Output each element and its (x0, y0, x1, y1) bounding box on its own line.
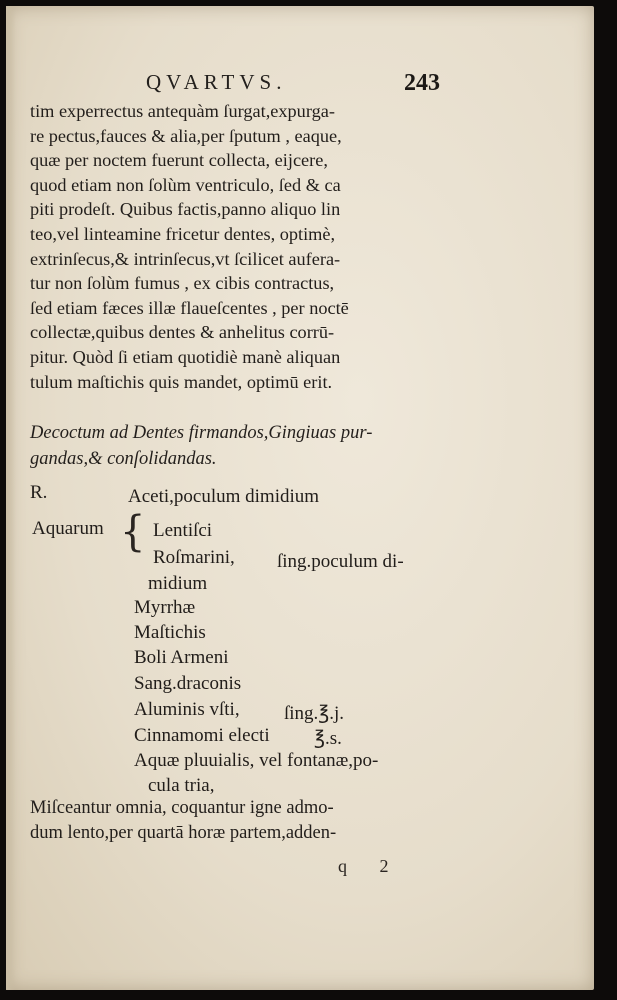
closing-paragraph (30, 796, 460, 846)
text-line: teo,vel linteamine fricetur dentes, optimè, (30, 223, 336, 244)
running-head: QVARTVS. (146, 70, 287, 94)
ingredient-mastichis: Maſtichis (134, 622, 206, 643)
text-line: dum lento,per quartā horæ partem,adden- (30, 823, 337, 843)
ingredient-boli-armeni: Boli Armeni (134, 647, 229, 668)
ingredient-cinnamomi: Cinnamomi electi (134, 725, 270, 746)
ingredient-myrrhae: Myrrhæ (134, 597, 196, 618)
heading-line: gandas,& conſolidandas. (30, 449, 217, 469)
text-line: piti prodeſt. Quibus factis,panno aliquo lin (30, 199, 341, 220)
ingredient-aluminis: Aluminis vſti, (134, 699, 240, 720)
text-line: Miſceantur omnia, coquantur igne admo- (30, 798, 334, 818)
dose-aquarum: ſing.poculum di- (277, 551, 404, 572)
ingredient-aceti: Aceti,poculum dimidium (128, 486, 320, 507)
text-line: extrinſecus,& intrinſecus,vt ſcilicet aufera- (30, 248, 341, 269)
ingredient-lentisci: Lentiſci (153, 520, 213, 541)
text-line: re pectus,fauces & alia,per ſputum , eaque, (30, 125, 342, 146)
text-line: quæ per noctem fuerunt collecta, eijcere, (30, 150, 328, 171)
dose-cinnamon: ℥.s. (314, 728, 342, 749)
text-line: tim experrectus antequàm ſurgat,expurga- (30, 101, 335, 121)
ingredient-aquae-pluuialis: Aquæ pluuialis, vel fontanæ,po- (134, 750, 379, 771)
dose-alum: ſing.℥.j. (284, 703, 345, 724)
ingredient-sang-draconis: Sang.draconis (134, 673, 242, 694)
recipe-mark: R. (30, 482, 48, 503)
text-line: tulum maſtichis quis mandet, optimū erit. (30, 371, 333, 392)
signature-mark: q 2 (338, 856, 403, 876)
ingredient-rosmarini: Roſmarini, (153, 547, 235, 568)
page-number: 243 (404, 70, 440, 96)
text-line: quod etiam non ſolùm ventriculo, ſed & ca (30, 174, 341, 195)
dose-aquarum-cont: midium (148, 573, 208, 594)
heading-line: Decoctum ad Dentes firmandos,Gingiuas pur- (30, 423, 373, 443)
aquarum-label: Aquarum (32, 518, 104, 539)
text-line: collectæ,quibus dentes & anhelitus corrū- (30, 322, 335, 343)
text-line: tur non ſolùm fumus , ex cibis contractus, (30, 273, 335, 294)
text-line: pitur. Quòd ſi etiam quotidiè manè aliquan (30, 346, 341, 367)
ingredient-aquae-cont: cula tria, (148, 775, 215, 796)
brace-glyph: { (120, 507, 146, 557)
text-line: ſed etiam fæces illæ flaueſcentes , per noctē (30, 297, 349, 318)
